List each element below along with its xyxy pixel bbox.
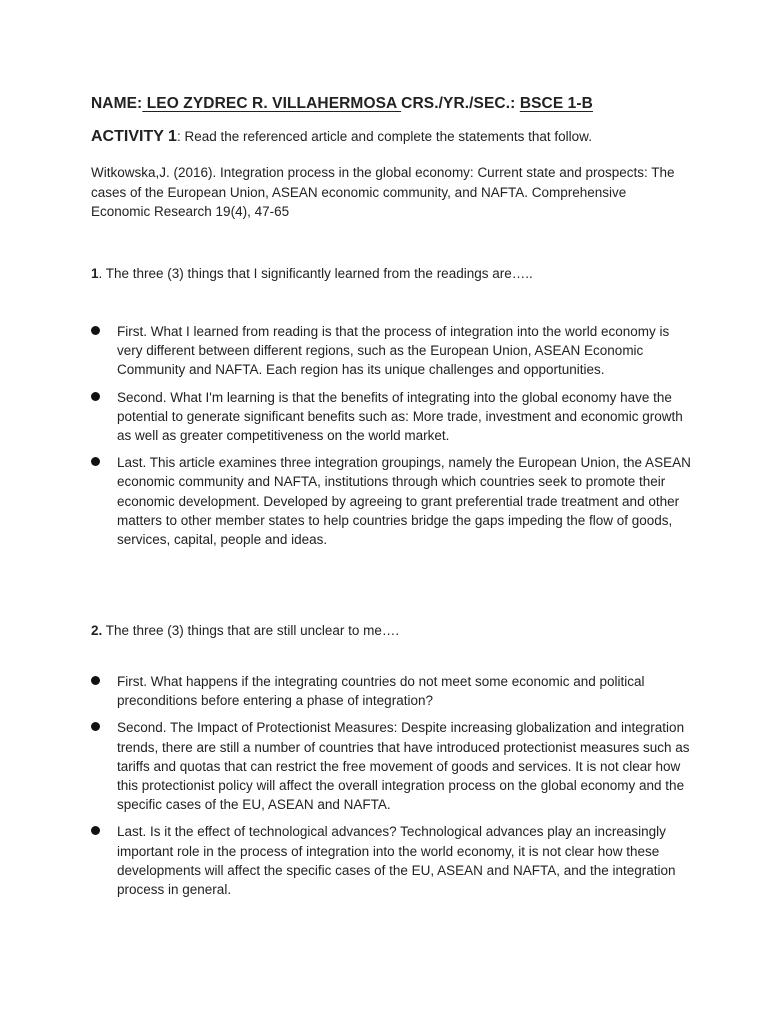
list-item-text: Last. This article examines three integration groupings, namely the European Union, the ASEAN economic community and NAFTA, institutions through which countries seek to promote their economic development. Developed by agreeing to grant preferential trade treatment and other matters to other member states to help countries bridge the gaps impeding the flow of goods, services, capital, people and ideas. <box>117 455 691 548</box>
bullet-icon <box>91 457 100 466</box>
name-label: NAME: <box>91 95 143 112</box>
bullet-icon <box>91 392 100 401</box>
list-item-text: First. What I learned from reading is that the process of integration into the world economy is very different between different regions, such as the European Union, ASEAN Economic Community and NAFTA. Each region has its unique challenges and opportunities. <box>117 324 670 378</box>
bullet-icon <box>91 326 100 335</box>
question-2-number: 2. <box>91 623 103 638</box>
question-1 <box>91 266 533 281</box>
list-item <box>91 322 691 380</box>
list-item <box>91 453 691 549</box>
list-item <box>91 388 691 446</box>
list-item <box>91 718 691 814</box>
list-item-text: Last. Is it the effect of technological advances? Technological advances play an increasingly important role in the process of integration into the world economy, it is not clear how these developments will affect the specific cases of the EU, ASEAN and NAFTA, and the integration process in general. <box>117 824 676 898</box>
student-header <box>91 95 593 113</box>
question-1-number: 1 <box>91 266 99 281</box>
course-value: BSCE 1-B <box>519 95 593 112</box>
bullet-icon <box>91 826 100 835</box>
list-item <box>91 672 691 710</box>
list-item-text: First. What happens if the integrating countries do not meet some economic and political preconditions before entering a phase of integration? <box>117 674 645 709</box>
bullet-icon <box>91 676 100 685</box>
list-item-text: Second. What I'm learning is that the benefits of integrating into the global economy have the potential to generate significant benefits such as: More trade, investment and economic growth as well as greater competitiveness on the world market. <box>117 389 683 444</box>
list-item <box>91 822 691 899</box>
list-item-text: Second. The Impact of Protectionist Measures: Despite increasing globalization and integration trends, there are still a number of countries that have introduced protectionist measures such as tariffs and quotas that can restrict the free movement of goods and services. It is not clear how this protectionist policy will affect the overall integration process on the global economy and the specific cases of the EU, ASEAN and NAFTA. <box>117 720 690 813</box>
student-name: LEO ZYDREC R. VILLAHERMOSA <box>142 95 402 112</box>
activity-heading <box>91 128 592 146</box>
question-1-text: . The three (3) things that I significantly learned from the readings are….. <box>98 266 533 281</box>
unclear-list <box>91 672 691 907</box>
question-2 <box>91 623 399 638</box>
activity-label: ACTIVITY 1 <box>91 128 177 145</box>
course-label: CRS./YR./SEC.: <box>401 95 520 112</box>
reference-citation: Witkowska,J. (2016). Integration process in the global economy: Current state and prospects: The cases of the European Union, ASEAN economic community, and NAFTA. Comprehensive Economic Research 19(4), 47-65 <box>91 165 675 219</box>
learned-list <box>91 322 691 557</box>
bullet-icon <box>91 722 100 731</box>
question-2-text: The three (3) things that are still unclear to me…. <box>102 623 400 638</box>
activity-instruction: : Read the referenced article and complete the statements that follow. <box>176 129 592 144</box>
